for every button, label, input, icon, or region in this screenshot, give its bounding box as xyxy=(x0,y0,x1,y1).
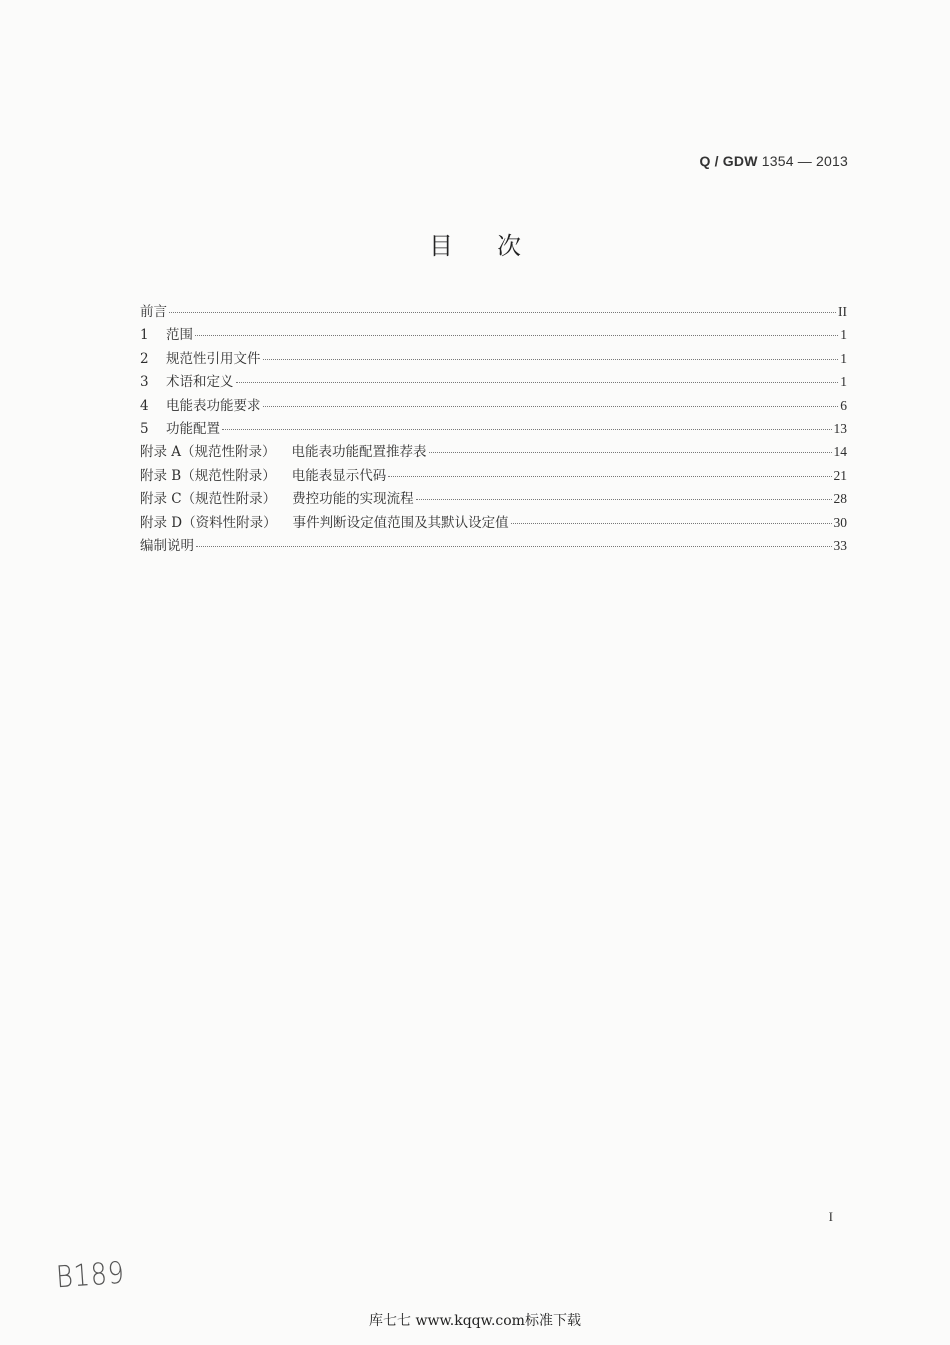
handwritten-note: B189 xyxy=(54,1255,126,1296)
toc-entry-label: 范围 xyxy=(166,327,193,344)
toc-entry-foreword[interactable] xyxy=(140,300,847,323)
toc-entry-appendix-title: 电能表功能配置推荐表 xyxy=(291,444,427,461)
toc-entry-appendix-c[interactable] xyxy=(140,487,847,510)
toc-leader xyxy=(169,312,836,313)
toc-leader xyxy=(196,546,832,547)
footer-source: 库七七 www.kqqw.com标准下载 xyxy=(369,1313,581,1329)
toc-entry-page: 13 xyxy=(833,420,847,436)
toc-entry-number: 3 xyxy=(140,374,149,391)
toc-entry-label: 前言 xyxy=(140,304,167,320)
toc-entry-appendix-a[interactable] xyxy=(140,440,847,463)
toc-entry-page: 28 xyxy=(833,491,847,507)
toc-entry-page: 33 xyxy=(833,537,847,553)
toc-leader xyxy=(236,382,839,383)
toc-entry-page: 1 xyxy=(840,327,847,343)
toc-entry-page: 6 xyxy=(840,397,847,413)
toc-entry-appendix-id: 附录 B（规范性附录） xyxy=(140,467,276,484)
document-code xyxy=(699,153,848,169)
toc-leader xyxy=(511,523,832,524)
toc-entry-compilation-notes[interactable] xyxy=(140,534,847,557)
toc-leader xyxy=(263,359,839,360)
toc-entry-appendix-id: 附录 A（规范性附录） xyxy=(140,444,276,461)
toc-leader xyxy=(416,499,832,500)
toc-entry-terms-definitions[interactable] xyxy=(140,370,847,393)
toc-entry-label xyxy=(140,464,386,484)
toc-entry-label xyxy=(140,440,427,460)
document-code-prefix: Q / GDW xyxy=(699,153,758,169)
toc-leader xyxy=(263,406,839,407)
toc-entry-label: 术语和定义 xyxy=(166,374,234,391)
toc-entry-label xyxy=(140,511,509,531)
toc-entry-number: 2 xyxy=(140,350,149,367)
toc-entry-page: 1 xyxy=(840,350,847,366)
toc-entry-label: 功能配置 xyxy=(166,420,220,437)
toc-entry-appendix-id: 附录 D（资料性附录） xyxy=(140,514,277,531)
table-of-contents xyxy=(140,300,847,557)
toc-entry-appendix-b[interactable] xyxy=(140,464,847,487)
toc-entry-page: II xyxy=(838,304,847,319)
toc-entry-page: 21 xyxy=(833,467,847,483)
toc-entry-page: 1 xyxy=(840,374,847,390)
toc-entry-appendix-d[interactable] xyxy=(140,511,847,534)
toc-entry-label: 电能表功能要求 xyxy=(166,397,261,414)
toc-entry-number: 5 xyxy=(140,420,149,437)
toc-entry-appendix-title: 费控功能的实现流程 xyxy=(292,491,414,508)
toc-entry-label xyxy=(140,487,414,507)
toc-entry-function-configuration[interactable] xyxy=(140,417,847,440)
toc-entry-meter-function-requirements[interactable] xyxy=(140,394,847,417)
toc-entry-page: 14 xyxy=(833,444,847,460)
toc-entry-number: 4 xyxy=(140,397,149,414)
toc-entry-appendix-title: 电能表显示代码 xyxy=(291,467,387,484)
toc-leader xyxy=(195,335,838,336)
toc-entry-scope[interactable] xyxy=(140,323,847,346)
toc-leader xyxy=(222,429,832,430)
toc-leader xyxy=(388,476,831,477)
toc-entry-label: 编制说明 xyxy=(140,537,194,554)
toc-entry-page: 30 xyxy=(833,514,847,530)
page-number: I xyxy=(828,1209,833,1224)
document-code-number: 1354 — 2013 xyxy=(757,153,848,169)
toc-entry-number: 1 xyxy=(140,327,149,344)
toc-entry-appendix-id: 附录 C（规范性附录） xyxy=(140,491,277,508)
toc-entry-normative-references[interactable] xyxy=(140,347,847,370)
toc-title: 目次 xyxy=(429,232,565,260)
toc-leader xyxy=(429,452,832,453)
toc-entry-appendix-title: 事件判断设定值范围及其默认设定值 xyxy=(292,514,509,531)
toc-entry-label: 规范性引用文件 xyxy=(166,350,261,367)
